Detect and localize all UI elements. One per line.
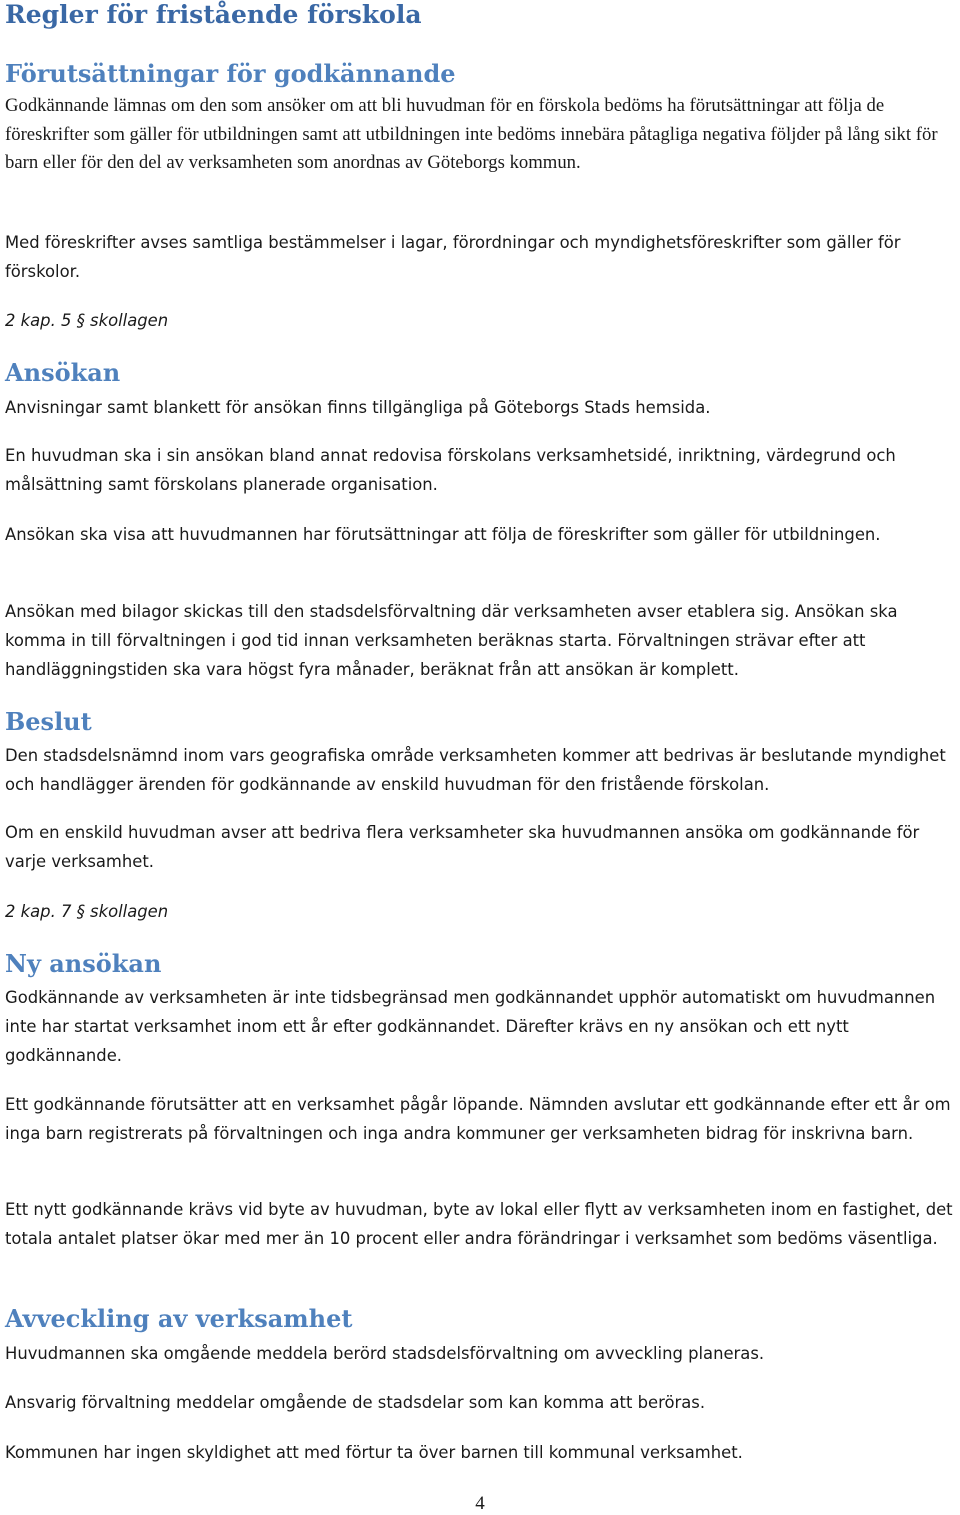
law-reference: 2 kap. 5 § skollagen (5, 311, 169, 330)
paragraph: Ansökan ska visa att huvudmannen har förutsättningar att följa de föreskrifter som gäller för utbildningen. (5, 525, 881, 544)
heading-beslut: Beslut (5, 707, 92, 736)
heading-forutsattningar: Förutsättningar för godkännande (5, 59, 456, 88)
page-number: 4 (475, 1493, 485, 1514)
paragraph: En huvudman ska i sin ansökan bland annat redovisa förskolans verksamhetsidé, inriktning, värdegrund och målsättning samt förskolans planerade organisation. (5, 446, 896, 494)
document-title: Regler för fristående förskola (5, 0, 422, 29)
paragraph: Ansvarig förvaltning meddelar omgående de stadsdelar som kan komma att beröras. (5, 1393, 706, 1412)
paragraph: Anvisningar samt blankett för ansökan finns tillgängliga på Göteborgs Stads hemsida. (5, 398, 711, 417)
paragraph: Huvudmannen ska omgående meddela berörd stadsdelsförvaltning om avveckling planeras. (5, 1344, 765, 1363)
paragraph: Kommunen har ingen skyldighet att med förtur ta över barnen till kommunal verksamhet. (5, 1443, 743, 1462)
paragraph: Med föreskrifter avses samtliga bestämmelser i lagar, förordningar och myndighetsföreskrifter som gäller för förskolor. (5, 233, 901, 281)
law-reference: 2 kap. 7 § skollagen (5, 902, 169, 921)
heading-ny-ansokan: Ny ansökan (5, 949, 162, 978)
heading-avveckling: Avveckling av verksamhet (5, 1304, 353, 1333)
paragraph: Den stadsdelsnämnd inom vars geografiska område verksamheten kommer att bedrivas är beslutande myndighet och handlägger ärenden för godkännande av enskild huvudman för den fristående förskolan. (5, 746, 946, 794)
heading-ansokan: Ansökan (5, 358, 121, 387)
paragraph: Ett nytt godkännande krävs vid byte av huvudman, byte av lokal eller flytt av verksamheten inom en fastighet, det totala antalet platser ökar med mer än 10 procent eller andra förändringar i verksamhet som bedöms väsentliga. (5, 1200, 953, 1248)
paragraph: Om en enskild huvudman avser att bedriva flera verksamheter ska huvudmannen ansöka om godkännande för varje verksamhet. (5, 823, 920, 871)
paragraph: Ansökan med bilagor skickas till den stadsdelsförvaltning där verksamheten avser etablera sig. Ansökan ska komma in till förvaltningen i god tid innan verksamheten beräknas starta. Förvaltningen strävar efter att handläggningstiden ska vara högst fyra månader, beräknat från att ansökan är komplett. (5, 602, 898, 679)
paragraph: Ett godkännande förutsätter att en verksamhet pågår löpande. Nämnden avslutar ett godkännande efter ett år om inga barn registrerats på förvaltningen och inga andra kommuner ger verksamheten bidrag för inskrivna barn. (5, 1095, 951, 1143)
paragraph: Godkännande av verksamheten är inte tidsbegränsad men godkännandet upphör automatiskt om huvudmannen inte har startat verksamhet inom ett år efter godkännandet. Därefter krävs en ny ansökan och ett nytt godkännande. (5, 988, 936, 1065)
paragraph: Godkännande lämnas om den som ansöker om att bli huvudman för en förskola bedöms ha förutsättningar att följa de föreskrifter som gäller för utbildningen samt att utbildningen inte bedöms innebära påtagliga negativa följder på lång sikt för barn eller för den del av verksamheten som anordnas av Göteborgs kommun. (5, 95, 938, 173)
